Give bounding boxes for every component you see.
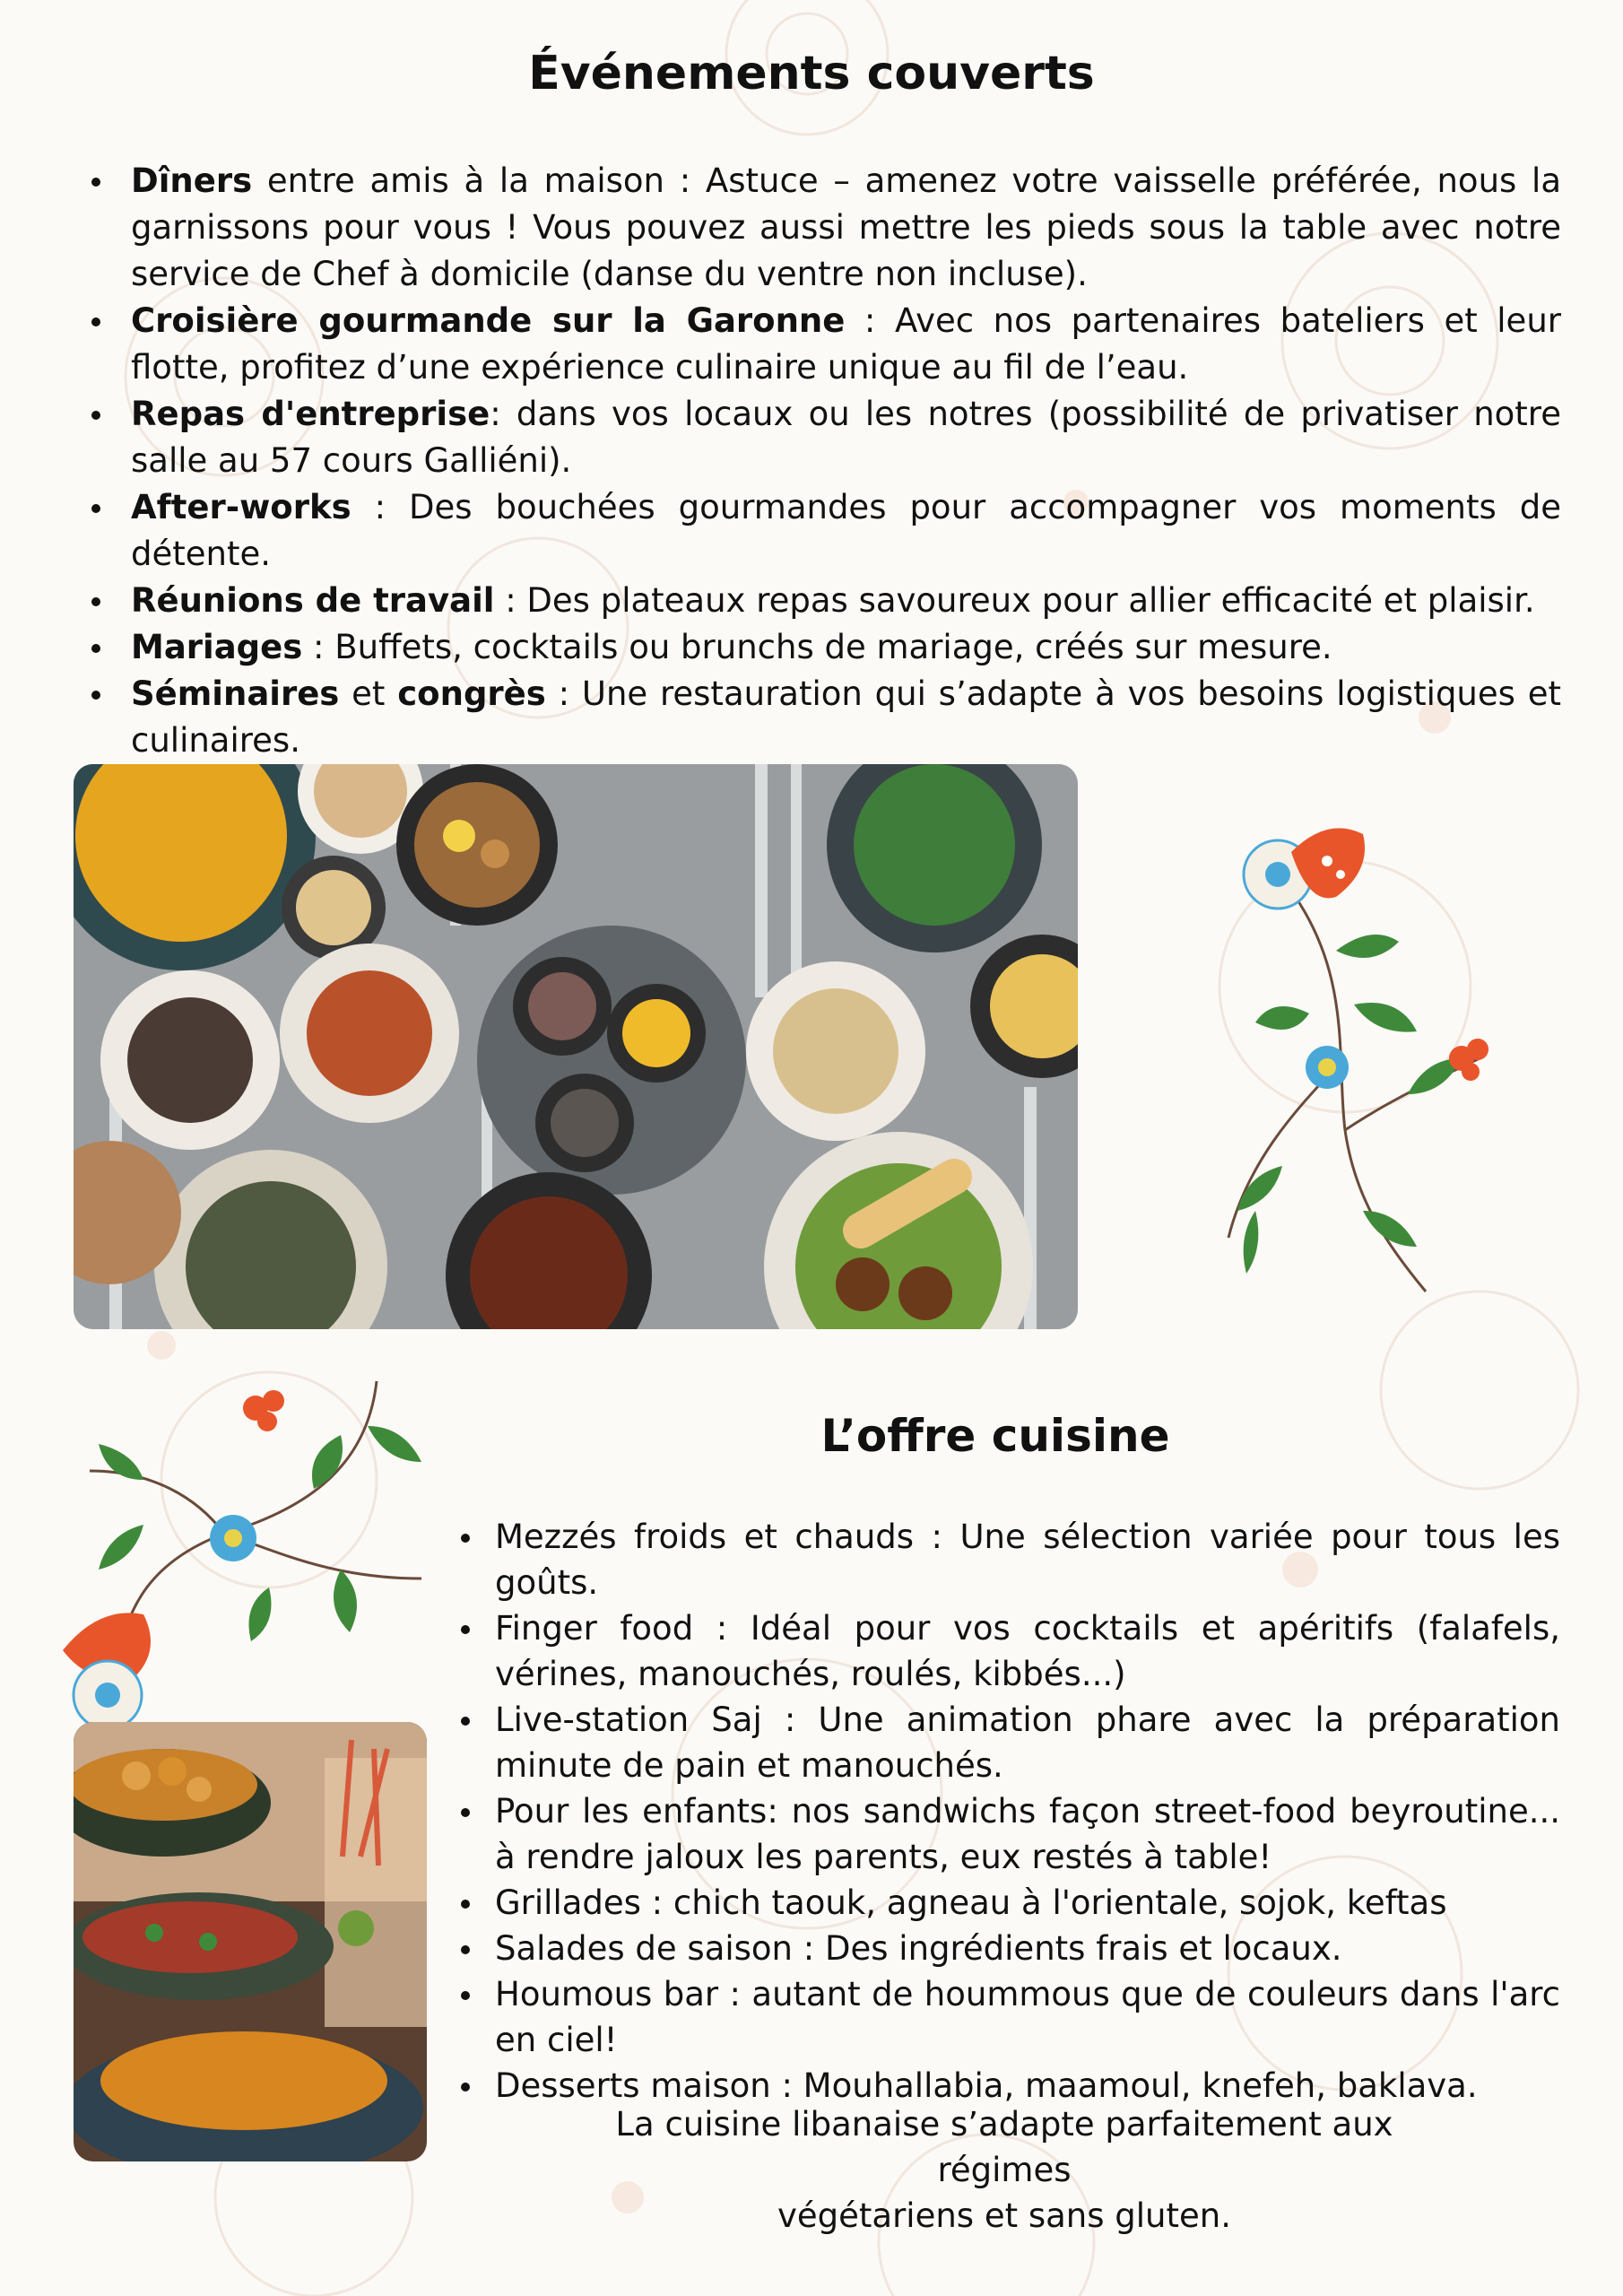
list-item: After-works : Des bouchées gourmandes pour accompagner vos moments de détente. [131,484,1561,578]
list-item: Séminaires et congrès : Une restauration qui s’adapte à vos besoins logistiques et culinaires. [131,671,1561,764]
list-item: Salades de saison : Des ingrédients frais et locaux. [495,1926,1560,1971]
list-item: Croisière gourmande sur la Garonne : Avec nos partenaires bateliers et leur flotte, profitez d’une expérience culinaire unique au fil de l’eau. [131,298,1561,391]
list-item: Dîners entre amis à la maison : Astuce – amenez votre vaisselle préférée, nous la garnissons pour vous ! Vous pouvez aussi mettre les pieds sous la table avec notre service de Chef à domicile (danse du ventre non incluse). [131,158,1561,298]
list-item: Repas d'entreprise: dans vos locaux ou les notres (possibilité de privatiser notre salle au 57 cours Galliéni). [131,391,1561,484]
food-table-photo [74,1722,427,2161]
list-item: Mariages : Buffets, cocktails ou brunchs de mariage, créés sur mesure. [131,624,1561,671]
list-item: Mezzés froids et chauds : Une sélection variée pour tous les goûts. [495,1514,1560,1605]
dietary-note [547,2101,1462,2239]
mezze-table-photo [74,764,1078,1329]
events-list [131,158,1561,764]
list-item: Finger food : Idéal pour vos cocktails et apéritifs (falafels, vérines, manouchés, roulés, kibbés...) [495,1605,1560,1697]
page-title: Événements couverts [528,47,1095,100]
cuisine-offer-list [495,1514,1560,2109]
list-item: Réunions de travail : Des plateaux repas savoureux pour allier efficacité et plaisir. [131,578,1561,624]
section-title-offre-cuisine: L’offre cuisine [820,1410,1170,1462]
list-item: Pour les enfants: nos sandwichs façon street-food beyroutine... à rendre jaloux les parents, eux restés à table! [495,1788,1560,1880]
floral-ornament-icon [1175,789,1497,1309]
dietary-note-line: La cuisine libanaise s’adapte parfaitement aux régimes [615,2105,1393,2189]
list-item: Live-station Saj : Une animation phare avec la préparation minute de pain et manouchés. [495,1697,1560,1788]
list-item: Desserts maison : Mouhallabia, maamoul, knefeh, baklava. [495,2063,1560,2109]
dietary-note-line: végétariens et sans gluten. [777,2196,1231,2235]
floral-ornament-left-icon [45,1372,448,1749]
list-item: Grillades : chich taouk, agneau à l'orientale, sojok, keftas [495,1880,1560,1926]
list-item: Houmous bar : autant de hoummous que de couleurs dans l'arc en ciel! [495,1971,1560,2063]
